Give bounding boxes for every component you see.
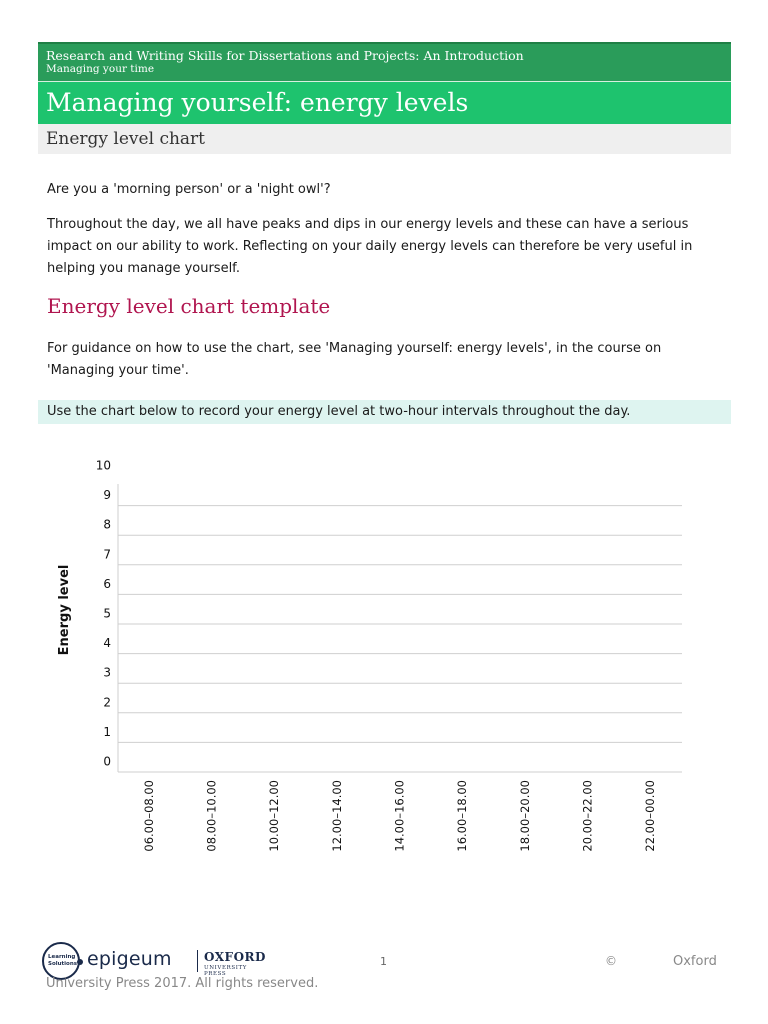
guidance-line-2: 'Managing your time'. [47, 363, 189, 378]
question-text: Are you a 'morning person' or a 'night owl'? [47, 182, 331, 197]
guidance-line-1: For guidance on how to use the chart, see 'Managing yourself: energy levels', in the course on [47, 341, 662, 356]
y-tick-label: 0 [103, 754, 111, 769]
y-tick-label: 3 [103, 665, 111, 680]
learning-solutions-badge [42, 942, 80, 980]
y-tick-label: 1 [103, 724, 111, 739]
logo-oxford: OXFORD [204, 950, 266, 964]
copyright-text-a: Oxford [673, 954, 717, 969]
x-tick-label: 16.00–18.00 [455, 780, 470, 852]
x-tick-label: 14.00–16.00 [392, 780, 407, 852]
y-tick-label: 8 [103, 517, 111, 532]
chart-grid [118, 484, 682, 772]
x-tick-label: 10.00–12.00 [267, 780, 282, 852]
guidance-paragraph [47, 338, 727, 382]
logo-small-text: Learning Solutions [48, 954, 78, 967]
y-tick-label: 6 [103, 576, 111, 591]
x-tick-label: 22.00–00.00 [643, 780, 658, 852]
x-tick-labels [142, 780, 657, 852]
header-banner [38, 42, 731, 124]
y-tick-label: 4 [103, 636, 111, 651]
page-subtitle: Energy level chart [38, 124, 731, 154]
intro-paragraph [47, 214, 727, 280]
y-tick-labels [96, 459, 111, 769]
intro-line-1: Throughout the day, we all have peaks and dips in our energy levels and these can have a serious [47, 217, 689, 232]
x-tick-label: 12.00–14.00 [329, 780, 344, 852]
y-tick-label: 9 [103, 488, 111, 503]
course-title: Research and Writing Skills for Dissertations and Projects: An Introduction [46, 48, 524, 63]
logo-separator [197, 950, 198, 972]
intro-line-2: impact on our ability to work. Reflecting on your daily energy levels can therefore be very useful in [47, 239, 693, 254]
page-number: 1 [380, 955, 387, 968]
copyright-text-b: University Press 2017. All rights reserved. [46, 976, 319, 991]
y-tick-label: 10 [95, 458, 111, 473]
y-tick-label: 2 [103, 695, 111, 710]
x-tick-label: 08.00–10.00 [204, 780, 219, 852]
logo-brand: epigeum [87, 948, 172, 970]
course-header [38, 42, 731, 81]
x-tick-label: 06.00–08.00 [141, 780, 156, 852]
y-tick-label: 7 [103, 547, 111, 562]
page-title: Managing yourself: energy levels [38, 82, 731, 124]
x-tick-label: 20.00–22.00 [580, 780, 595, 852]
logo-university-press: UNIVERSITY PRESS [204, 965, 247, 977]
logo-dot [77, 959, 83, 965]
y-tick-label: 5 [103, 606, 111, 621]
instruction-callout: Use the chart below to record your energy level at two-hour intervals throughout the day. [38, 400, 731, 424]
intro-line-3: helping you manage yourself. [47, 261, 240, 276]
y-axis-label: Energy level [57, 564, 72, 656]
section-heading: Energy level chart template [47, 294, 331, 318]
copyright-symbol: © [605, 954, 617, 968]
course-subtitle: Managing your time [46, 63, 155, 75]
energy-chart [0, 440, 768, 870]
x-tick-label: 18.00–20.00 [517, 780, 532, 852]
